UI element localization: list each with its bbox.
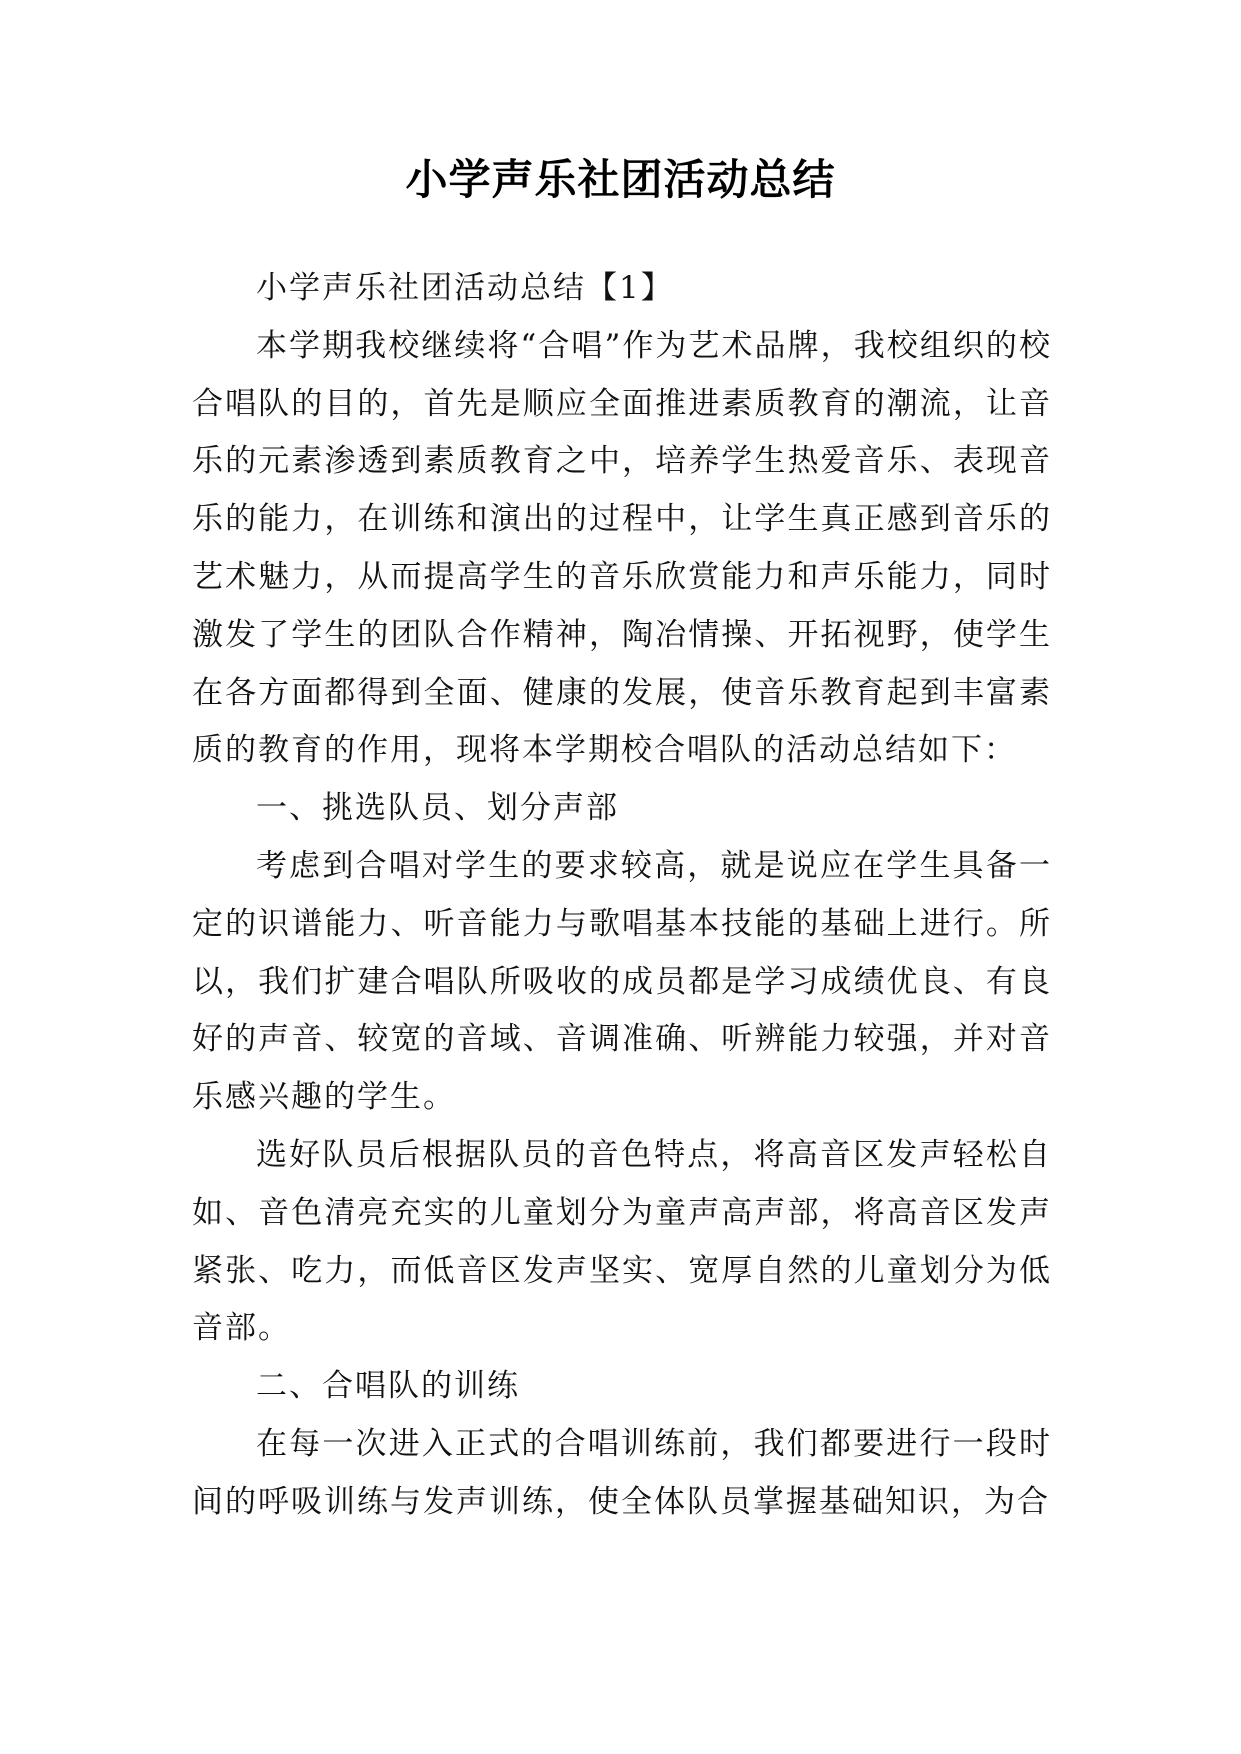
body-paragraph: 选好队员后根据队员的音色特点，将高音区发声轻松自如、音色清亮充实的儿童划分为童声高声部，将高音区发声紧张、吃力，而低音区发声坚实、宽厚自然的儿童划分为低音部。 [192,1136,1052,1347]
document-body [192,260,1052,1532]
body-paragraph: 本学期我校继续将“合唱”作为艺术品牌，我校组织的校合唱队的目的，首先是顺应全面推进素质教育的潮流，让音乐的元素渗透到素质教育之中，培养学生热爱音乐、表现音乐的能力，在训练和演出的过程中，让学生真正感到音乐的艺术魅力，从而提高学生的音乐欣赏能力和声乐能力，同时激发了学生的团队合作精神，陶冶情操、开拓视野，使学生在各方面都得到全面、健康的发展，使音乐教育起到丰富素质的教育的作用，现将本学期校合唱队的活动总结如下： [192,327,1052,769]
body-paragraph: 考虑到合唱对学生的要求较高，就是说应在学生具备一定的识谱能力、听音能力与歌唱基本技能的基础上进行。所以，我们扩建合唱队所吸收的成员都是学习成绩优良、有良好的声音、较宽的音域、音调准确、听辨能力较强，并对音乐感兴趣的学生。 [192,847,1052,1116]
body-paragraph: 在每一次进入正式的合唱训练前，我们都要进行一段时间的呼吸训练与发声训练，使全体队员掌握基础知识，为合 [192,1425,1052,1520]
section-heading: 二、合唱队的训练 [256,1368,520,1405]
document-title: 小学声乐社团活动总结 [405,155,836,204]
subtitle-paragraph: 小学声乐社团活动总结【1】 [256,270,674,306]
section-heading: 一、挑选队员、划分声部 [256,790,619,827]
